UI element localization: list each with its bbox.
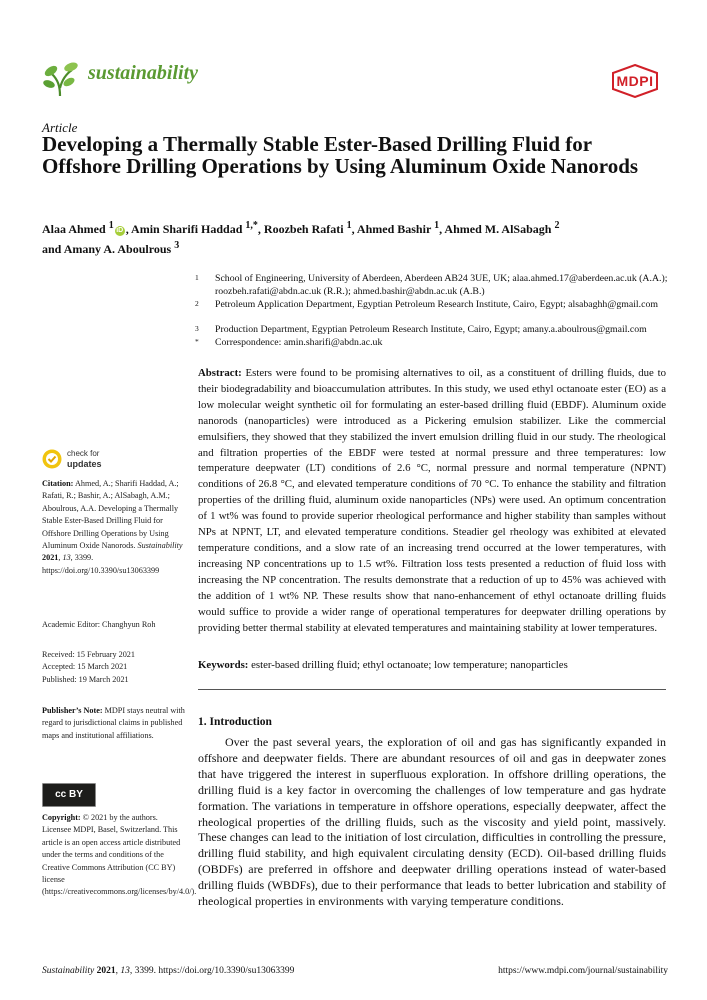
check-label-line2: updates — [67, 459, 102, 469]
affiliation-text: Production Department, Egyptian Petroleum Research Institute, Cairo, Egypt; amany.a.aboulrous@gmail.com — [215, 324, 647, 335]
academic-editor: Academic Editor: Changhyun Roh — [42, 620, 156, 629]
publisher-note-label: Publisher’s Note: — [42, 706, 103, 715]
mdpi-logo — [611, 64, 659, 98]
received-date: Received: 15 February 2021 — [42, 650, 135, 659]
footer-journal: Sustainability — [42, 966, 95, 976]
article-title: Developing a Thermally Stable Ester-Based Drilling Fluid for Offshore Drilling Operations by Using Aluminum Oxide Nanorods — [42, 132, 639, 178]
published-date: Published: 19 March 2021 — [42, 674, 129, 684]
affiliation-number: 3 — [195, 324, 199, 333]
author-affiliation-sup: 3 — [174, 239, 180, 251]
affiliation-number: 2 — [195, 299, 199, 308]
affiliation — [195, 272, 678, 298]
citation-journal: Sustainability — [137, 541, 183, 551]
citation-year: 2021 — [42, 553, 59, 563]
footer-year: 2021 — [96, 966, 116, 976]
citation-pages: , 3399. — [70, 553, 94, 563]
check-for-updates-icon — [42, 449, 62, 469]
citation-volume: 13 — [62, 553, 71, 563]
check-label-line1: check for — [67, 449, 100, 458]
section-divider — [198, 689, 666, 690]
footer-volume: 13 — [120, 966, 130, 976]
affiliation — [195, 323, 678, 336]
author-name: Roozbeh Rafati — [263, 222, 344, 236]
footer-citation: Sustainability 2021, 13, 3399. https://doi.org/10.3390/su13063399 — [42, 966, 295, 976]
affiliation-number: * — [195, 337, 199, 346]
keywords — [198, 658, 666, 673]
author-affiliation-sup: 1 — [108, 220, 114, 231]
check-for-updates-label — [67, 449, 102, 470]
author-connector: and — [42, 241, 62, 256]
author-name: Amin Sharifi Haddad — [131, 222, 243, 236]
affiliation — [195, 298, 678, 311]
footer-journal-url[interactable]: https://www.mdpi.com/journal/sustainability — [498, 966, 668, 976]
copyright-text: © 2021 by the authors. Licensee MDPI, Basel, Switzerland. This article is an open access article distributed under the terms and conditions of the Creative Commons Attribution (CC BY) license (https://creativecommons.org/licenses/by/4.0/). — [42, 813, 197, 897]
footer-doi[interactable]: , 3399. https://doi.org/10.3390/su13063399 — [129, 966, 295, 976]
affiliation-text: Correspondence: amin.sharifi@abdn.ac.uk — [215, 337, 383, 348]
introduction-paragraph: Over the past several years, the exploration of oil and gas has significantly expanded in offshore and deepwater fields. There are abundant resources of oil and gas in deepwater zones that have triggered the interest in superfluous exploration. In offshore drilling operations, the drilling fluid is a key factor in overcoming the challenges of low temperature and gas hydrate formation. The variations in temperature in offshore operations, especially deepwater, affect the rheological properties of the drilling fluids, such as the viscosity and yield point, massively. These changes can lead to the initiation of lost circulation, difficulties in controlling the pressure, drilling fluid stability, and high equivalent circulating density (ECD). Oil-based drilling fluids (OBDFs) are preferred in offshore and deepwater drilling operations instead of water-based drilling fluids (WBDFs), due to their performance that leads to better lubrication and stability of rheological properties in environments with varying temperature conditions. — [198, 735, 666, 909]
check-for-updates-button[interactable] — [42, 449, 142, 471]
cc-by-license-badge[interactable] — [42, 783, 96, 807]
citation-label: Citation: — [42, 479, 74, 488]
copyright-block — [42, 812, 197, 899]
affiliation-text: School of Engineering, University of Aberdeen, Aberdeen AB24 3UE, UK; alaa.ahmed.17@aberdeen.ac.uk (A.A.); roozbeh.rafati@abdn.ac.uk (R.R.); ahmed.bashir@abdn.ac.uk (A.B.) — [215, 273, 668, 297]
orcid-icon[interactable]: iD — [116, 227, 124, 234]
mdpi-label: MDPI — [616, 73, 654, 89]
abstract-text: Esters were found to be promising alternatives to oil, as a constituent of drilling fluids, due to their biodegradability and bioaccumulation attributes. In this study, we used ethyl octanoate ester (EO) as a low molecular weight synthetic oil for formulating an ester-based drilling fluid (EBDF). Aluminum oxide nanorods (nanoparticles) were introduced as a Pickering emulsion stabilizer. Like the commercial emulsifiers, they showed that they stabilized the invert emulsion drilling fluid in our study. The rheological and filtration properties of the EBDF were tested at normal pressure and three temperatures: low temperature deepwater (LT) conditions of 2.6 °C, normal pressure and normal temperature (NPNT) conditions of 26.8 °C, and elevated temperature conditions of 70 °C. To enhance the stability and filtration properties of the drilling fluid, aluminum oxide nanoparticles (NPs) were used. An optimum concentration of 1 wt% was found to provide superior rheological performance and higher stability than samples without NPs at NPNT, LT, and elevated temperature conditions. Steadier gel rheology was exhibited at elevated temperature conditions, and a slow rate of an increasing trend occurred at the lower temperatures, with increasing NP concentrations up to 1.5 wt%. Filtration loss tests presented a reduction of fluid loss with increasing the NP concentration. The results demonstrate that a reduction of up to 45% was achieved with the addition of 1 wt% NP. These results show that nano-enhancement of ethyl octanoate drilling fluids would suffice to provide a wider range of operational temperatures for deepwater drilling operations by providing better thermal stability at elevated temperatures and maintaining stability at lower temperatures. — [198, 367, 667, 634]
author-name: Alaa Ahmed — [42, 222, 106, 236]
section-heading: 1. Introduction — [198, 716, 272, 728]
accepted-date: Accepted: 15 March 2021 — [42, 662, 128, 672]
journal-name: sustainability — [88, 62, 199, 84]
sustainability-logo-icon — [42, 58, 78, 98]
keywords-label: Keywords: — [198, 659, 249, 671]
keywords-text: ester-based drilling fluid; ethyl octanoate; low temperature; nanoparticles — [251, 659, 568, 671]
author-name: Amany A. Aboulrous — [63, 241, 172, 256]
dates-block — [42, 649, 186, 686]
affiliation — [195, 336, 678, 349]
copyright-label: Copyright: — [42, 813, 81, 822]
affiliation-text: Petroleum Application Department, Egyptian Petroleum Research Institute, Cairo, Egypt; alsabaghh@gmail.com — [215, 299, 658, 310]
author-name: Ahmed M. AlSabagh — [444, 222, 552, 236]
author-affiliation-sup: 1,* — [245, 220, 258, 231]
abstract-label: Abstract: — [198, 367, 242, 379]
author-name: Ahmed Bashir — [356, 222, 432, 236]
affiliation-number: 1 — [195, 273, 199, 282]
abstract — [198, 366, 666, 636]
citation-text: Ahmed, A.; Sharifi Haddad, A.; Rafati, R.; Bashir, A.; AlSabagh, A.M.; Aboulrous, A.A. Developing a Thermally Stable Ester-Based Drilling Fluid for Offshore Drilling Operations by Using Aluminum Oxide Nanorods. — [42, 479, 179, 551]
citation-doi-link[interactable]: https://doi.org/10.3390/su13063399 — [42, 565, 160, 575]
citation-block: Citation: Ahmed, A.; Sharifi Haddad, A.; Rafati, R.; Bashir, A.; AlSabagh, A.M.; Aboulrous, A.A. Developing a Thermally Stable Ester-Based Drilling Fluid for Offshore Drilling Operations by Using Aluminum Oxide Nanorods. Sustainability 2021, 13, 3399. https://doi.org/10.3390/su13063399 — [42, 479, 183, 575]
author-affiliation-sup: 1 — [434, 220, 440, 231]
article-type: Article — [42, 120, 78, 135]
author-list: Alaa Ahmed $^1$ iD , Amin Sharifi Haddad $^{1,*}$, Roozbeh Rafati $^1$, Ahmed Bashir $^1$, Ahmed M. AlSabagh $^2$ and Amany A. Aboulrous $^3$ — [42, 220, 560, 256]
publisher-note-text: MDPI stays neutral with regard to jurisdictional claims in published maps and institutional affiliations. — [42, 706, 185, 740]
publisher-note — [42, 705, 186, 742]
cc-by-icon: cc BY — [55, 789, 83, 800]
author-affiliation-sup: 1 — [346, 220, 352, 231]
author-affiliation-sup: 2 — [554, 220, 560, 231]
